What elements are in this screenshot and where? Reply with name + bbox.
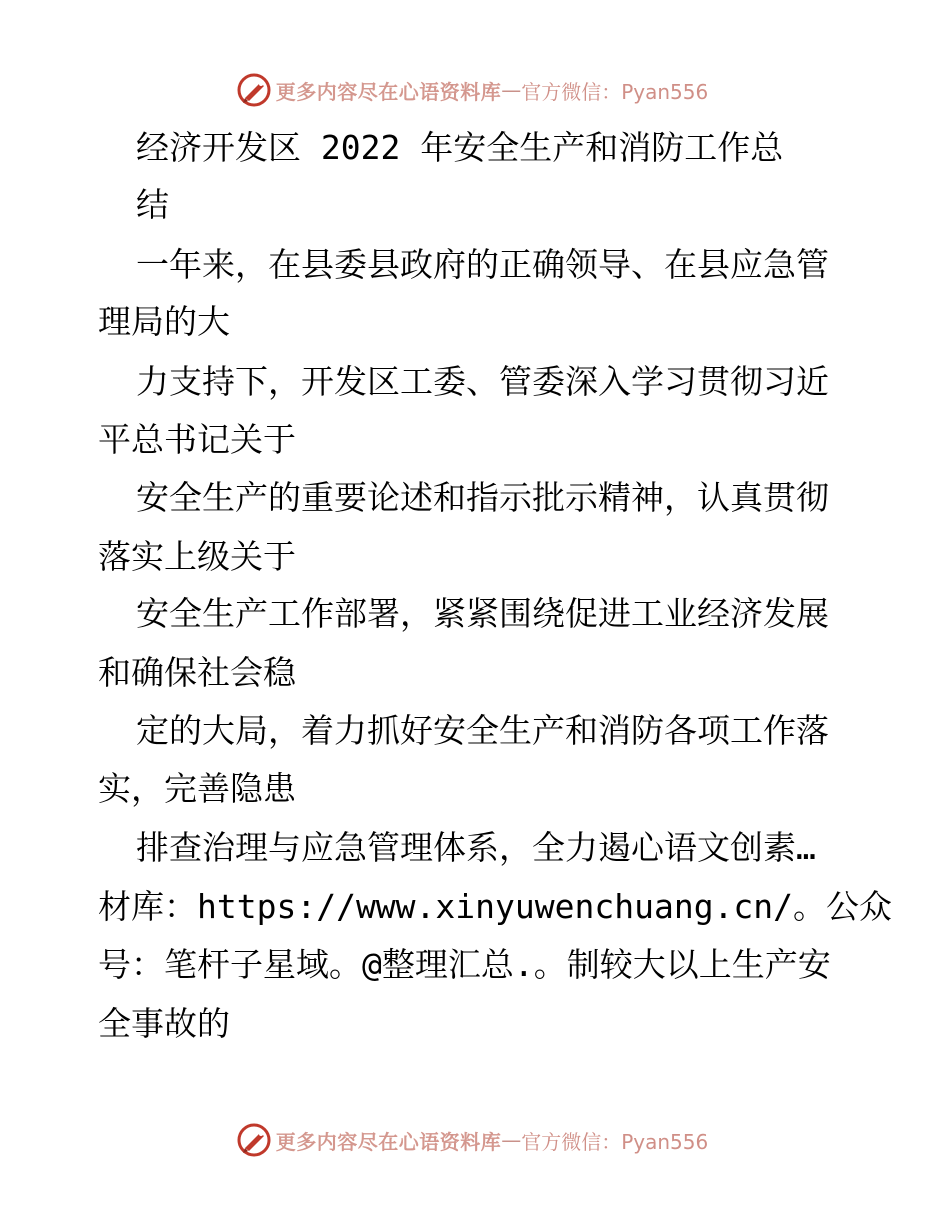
paragraph-line: 力支持下，开发区工委、管委深入学习贯彻习近 xyxy=(136,362,829,401)
header-separator: — xyxy=(501,78,522,102)
pen-logo-icon xyxy=(236,1122,272,1158)
document-title-line-1: 经济开发区 2022 年安全生产和消防工作总 xyxy=(136,128,784,167)
footer-watermark-inner xyxy=(236,1122,709,1158)
paragraph-line: 安全生产的重要论述和指示批示精神，认真贯彻 xyxy=(136,478,829,517)
paragraph-line: 平总书记关于 xyxy=(98,420,296,459)
paragraph-line: 排查治理与应急管理体系，全力遏心语文创素… xyxy=(136,828,816,867)
footer-site-text: 更多内容尽在心语资料库 xyxy=(275,1129,502,1154)
paragraph-line: 理局的大 xyxy=(98,302,230,341)
footer-separator: — xyxy=(501,1128,522,1152)
paragraph-line: 材库：https://www.xinyuwenchuang.cn/。公众 xyxy=(98,887,893,926)
header-watermark xyxy=(0,70,950,110)
paragraph-line: 落实上级关于 xyxy=(98,537,296,576)
document-title-line-2: 结 xyxy=(136,185,169,224)
paragraph-line: 安全生产工作部署，紧紧围绕促进工业经济发展 xyxy=(136,594,829,633)
footer-wechat-text: 官方微信：Pyan556 xyxy=(521,1129,709,1154)
header-site-text: 更多内容尽在心语资料库 xyxy=(275,79,502,104)
paragraph-line: 和确保社会稳 xyxy=(98,653,296,692)
pen-logo-icon xyxy=(236,72,272,108)
paragraph-line: 一年来，在县委县政府的正确领导、在县应急管 xyxy=(136,245,829,284)
header-wechat-text: 官方微信：Pyan556 xyxy=(521,79,709,104)
paragraph-line: 号：笔杆子星域。@整理汇总.。制较大以上生产安 xyxy=(98,945,831,984)
paragraph-line: 全事故的 xyxy=(98,1004,230,1043)
footer-watermark xyxy=(0,1120,950,1160)
header-watermark-inner xyxy=(236,72,709,108)
paragraph-line: 实，完善隐患 xyxy=(98,769,296,808)
paragraph-line: 定的大局，着力抓好安全生产和消防各项工作落 xyxy=(136,711,829,750)
